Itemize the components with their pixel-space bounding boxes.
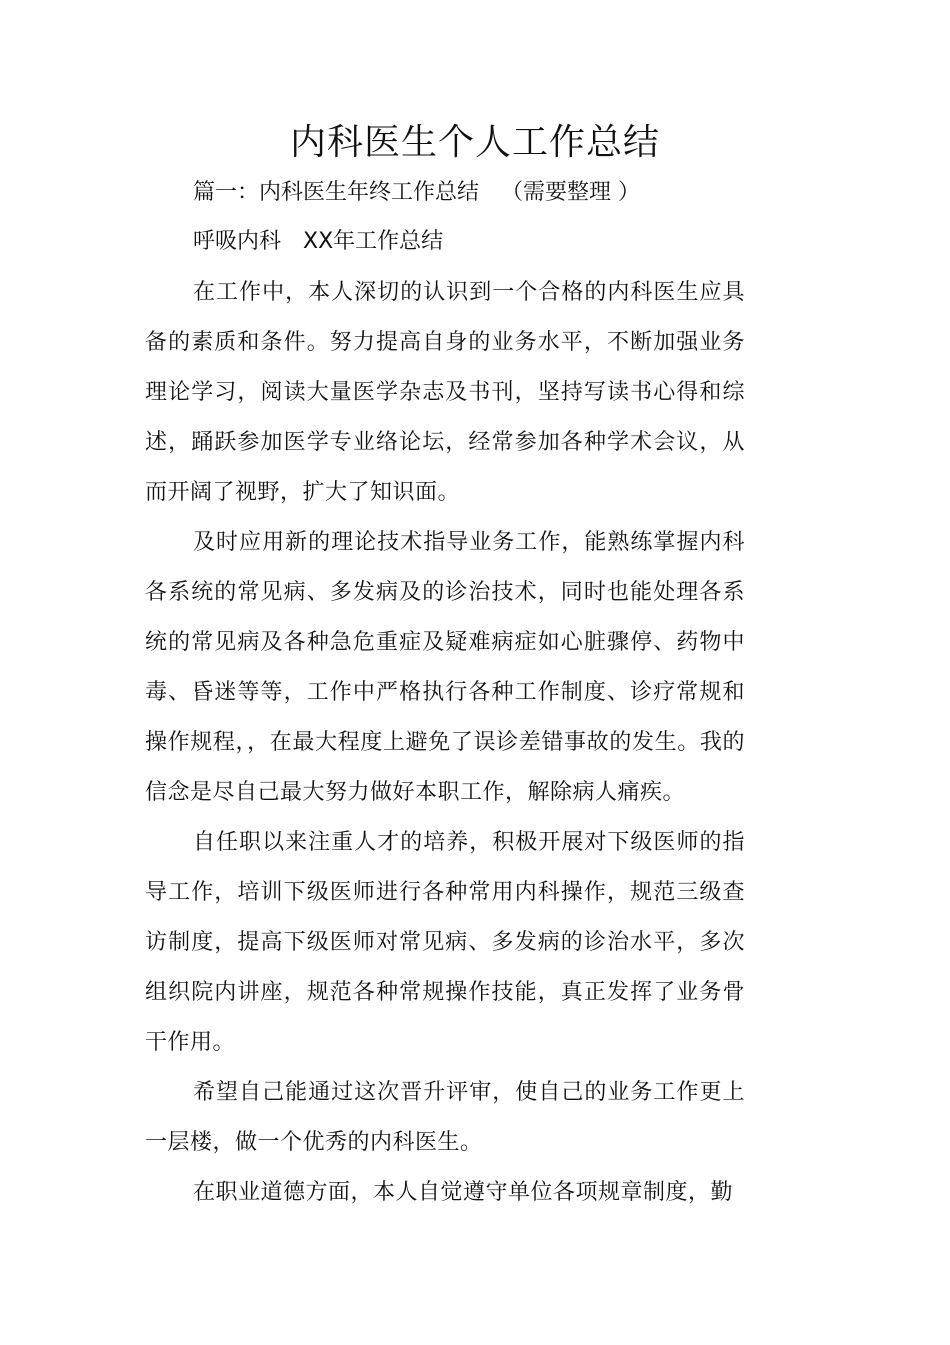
paragraph-training: 自任职以来注重人才的培养，积极开展对下级医师的指导工作，培训下级医师进行各种常用内科操作，规范三级查访制度，提高下级医师对常见病、多发病的诊治水平，多次组织院内讲座，规范各种常规操作技能，真正发挥了业务骨干作用。 bbox=[145, 830, 745, 1055]
paragraph-clinical-skills: 及时应用新的理论技术指导业务工作，能熟练掌握内科各系统的常见病、多发病及的诊治技术，同时也能处理各系统的常见病及各种急危重症及疑难病症如心脏骤停、药物中毒、昏迷等等，工作中严格执行各种工作制度、诊疗常规和操作规程，，在最大程度上避免了误诊差错事故的发生。我的信念是尽自己最大努力做好本职工作，解除病人痛疾。 bbox=[145, 530, 745, 805]
paragraph-promotion-hope: 希望自己能通过这次晋升评审，使自己的业务工作更上一层楼，做一个优秀的内科医生。 bbox=[145, 1080, 745, 1155]
subheading-note: （需要整理 ） bbox=[501, 180, 641, 205]
subheading-main: 篇一：内科医生年终工作总结 bbox=[193, 180, 480, 205]
section-label: XX年工作总结 bbox=[303, 229, 444, 254]
paragraph-self-study: 在工作中，本人深切的认识到一个合格的内科医生应具备的素质和条件。努力提高自身的业务水平，不断加强业务理论学习，阅读大量医学杂志及书刊，坚持写读书心得和综述，踊跃参加医学专业络论坛，经常参加各种学术会议，从而开阔了视野，扩大了知识面。 bbox=[145, 280, 745, 505]
section-dept: 呼吸内科 bbox=[193, 229, 282, 254]
document-title: 内科医生个人工作总结 bbox=[289, 122, 660, 163]
paragraph-ethics: 在职业道德方面，本人自觉遵守单位各项规章制度，勤 bbox=[193, 1180, 734, 1205]
section-heading bbox=[193, 227, 443, 257]
subheading bbox=[193, 178, 640, 208]
